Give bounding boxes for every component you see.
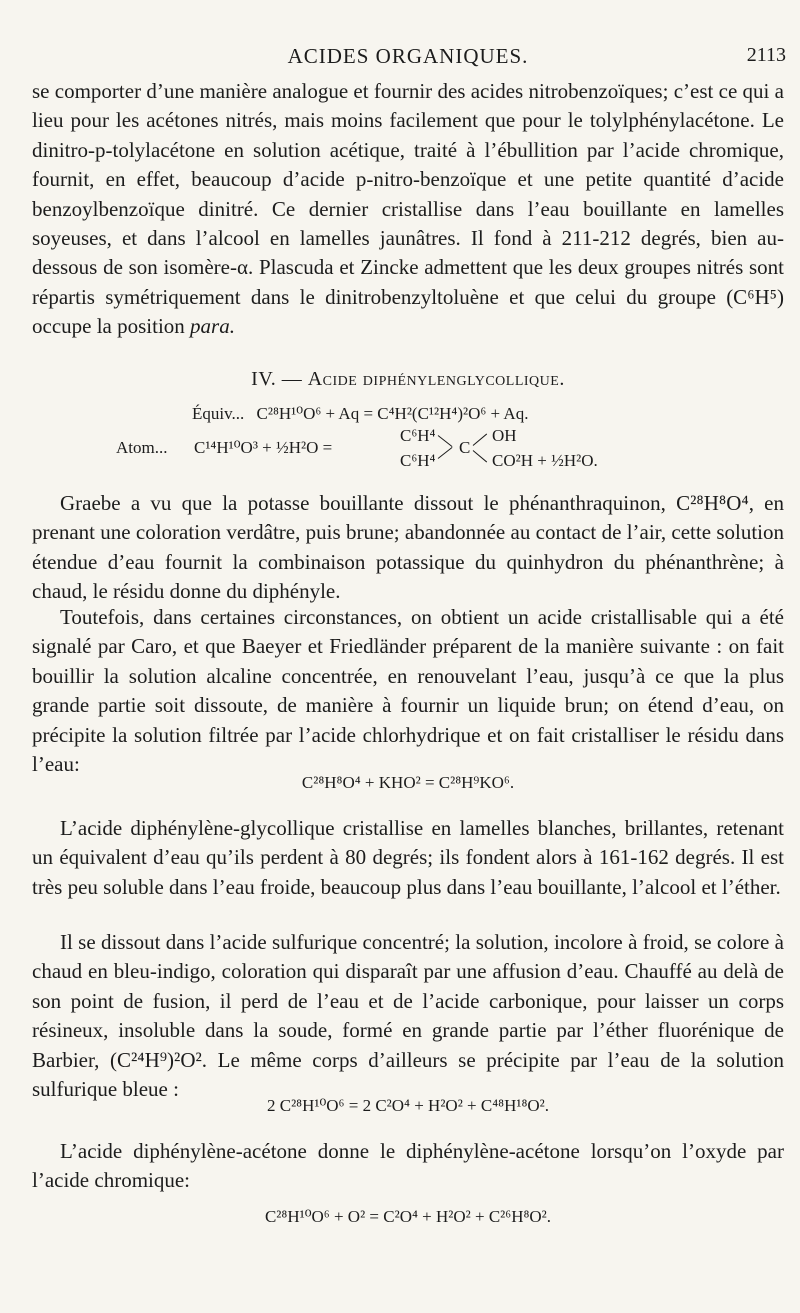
equiv-formula: C²⁸H¹⁰O⁶ + Aq = C⁴H²(C¹²H⁴)²O⁶ + Aq. [256,404,529,423]
paragraph-5: Il se dissout dans l’acide sulfurique concentré; la solution, incolore à froid, se colore à chaud en bleu-indigo, coloration qui disparaît par une affusion d’eau. Chauffé au delà de son point de fusion, il perd de l’eau et de l’acide carbonique, pour laisser un corps résineux, insoluble dans la soude, formé en grande partie par l’éther fluorénique de Barbier, (C²⁴H⁹)²O². Le même corps d’ailleurs se précipite par l’eau de la solution sulfurique bleue : [32,930,784,1102]
paragraph-1-text: se comporter d’une manière analogue et fournir des acides nitrobenzoïques; c’est ce qui a lieu pour les acétones nitrés, mais moins facilement que pour le tolylphénylacétone. Le dinitro-p-tolylacétone en solution acétique, traité à l’ébullition par l’acide chromique, fournit, en effet, beaucoup d’acide p-nitro-benzoïque et une petite quantité d’acide benzoylbenzoïque dinitré. Ce dernier cristallise dans l’eau bouillante en lamelles soyeuses, et dans l’alcool en lamelles jaunâtres. Il fond à 211-212 degrés, bien au-dessous de son isomère-α. Plascuda et Zincke admettent que les deux groupes nitrés sont répartis symétriquement dans le dinitrobenzyltoluène et que celui du groupe (C⁶H⁵) occupe la position [32,79,784,339]
bond-line [438,435,453,447]
para-emphasis: para. [190,314,235,339]
equation-koh: C²⁸H⁸O⁴ + KHO² = C²⁸H⁹KO⁶. [301,773,515,792]
paragraph-2: Graebe a vu que la potasse bouillante dissout le phénanthraquinon, C²⁸H⁸O⁴, en prenant une coloration verdâtre, puis brune; abandonnée au contact de l’air, cette solution étendue d’eau fournit la combinaison potassique du quinhydron du phénanthrène; à chaud, le résidu donne du diphényle. [32,491,784,604]
section-heading [30,368,786,391]
equation-oxidation: C²⁸H¹⁰O⁶ + O² = C²O⁴ + H²O² + C²⁶H⁸O². [264,1207,552,1226]
paragraph-6: L’acide diphénylène-acétone donne le diphénylène-acétone lorsqu’on l’oxyde par l’acide chromique: [32,1139,784,1193]
equiv-label: Équiv... [192,404,245,423]
formula-atom [116,426,676,474]
formula-equiv [192,404,528,424]
paragraph-3: Toutefois, dans certaines circonstances, on obtient un acide cristallisable qui a été signalé par Caro, et que Baeyer et Friedländer préparent de la manière suivante : on fait bouillir la solution alcaline concentrée, en renouvelant l’eau, jusqu’à ce que la plus grande partie soit dissoute, de manière à fournir un liquide brun; on étend d’eau, on précipite la solution filtrée par l’acide chlorhydrique et on fait cristalliser le résidu dans l’eau: [32,605,784,777]
atom-lhs: C¹⁴H¹⁰O³ + ½H²O = [194,438,333,457]
paragraph-4: L’acide diphénylène-glycollique cristallise en lamelles blanches, brillantes, retenant un équivalent d’eau qu’ils perdent à 80 degrés; ils fondent alors à 161-162 degrés. Il est très peu soluble dans l’eau froide, beaucoup plus dans l’eau bouillante, l’alcool et l’éther. [32,816,784,899]
bond-line [438,447,453,459]
atom-label: Atom... [116,438,168,457]
atom-ring-1: C⁶H⁴ [400,426,436,445]
atom-hydroxyl: OH [492,426,517,445]
bond-line [473,434,487,446]
paragraph-1 [32,77,784,342]
running-title: ACIDES ORGANIQUES. [287,44,529,68]
bond-line [473,450,487,462]
atom-carboxyl: CO²H + ½H²O. [492,451,598,470]
equation-decomposition: 2 C²⁸H¹⁰O⁶ = 2 C²O⁴ + H²O² + C⁴⁸H¹⁸O². [266,1096,550,1115]
section-title: Acide diphénylenglycollique. [307,368,565,390]
atom-ring-2: C⁶H⁴ [400,451,436,470]
section-number: IV. — [251,368,308,390]
page-header [30,44,786,74]
page-number: 2113 [746,44,786,66]
atom-central-carbon: C [459,438,471,457]
